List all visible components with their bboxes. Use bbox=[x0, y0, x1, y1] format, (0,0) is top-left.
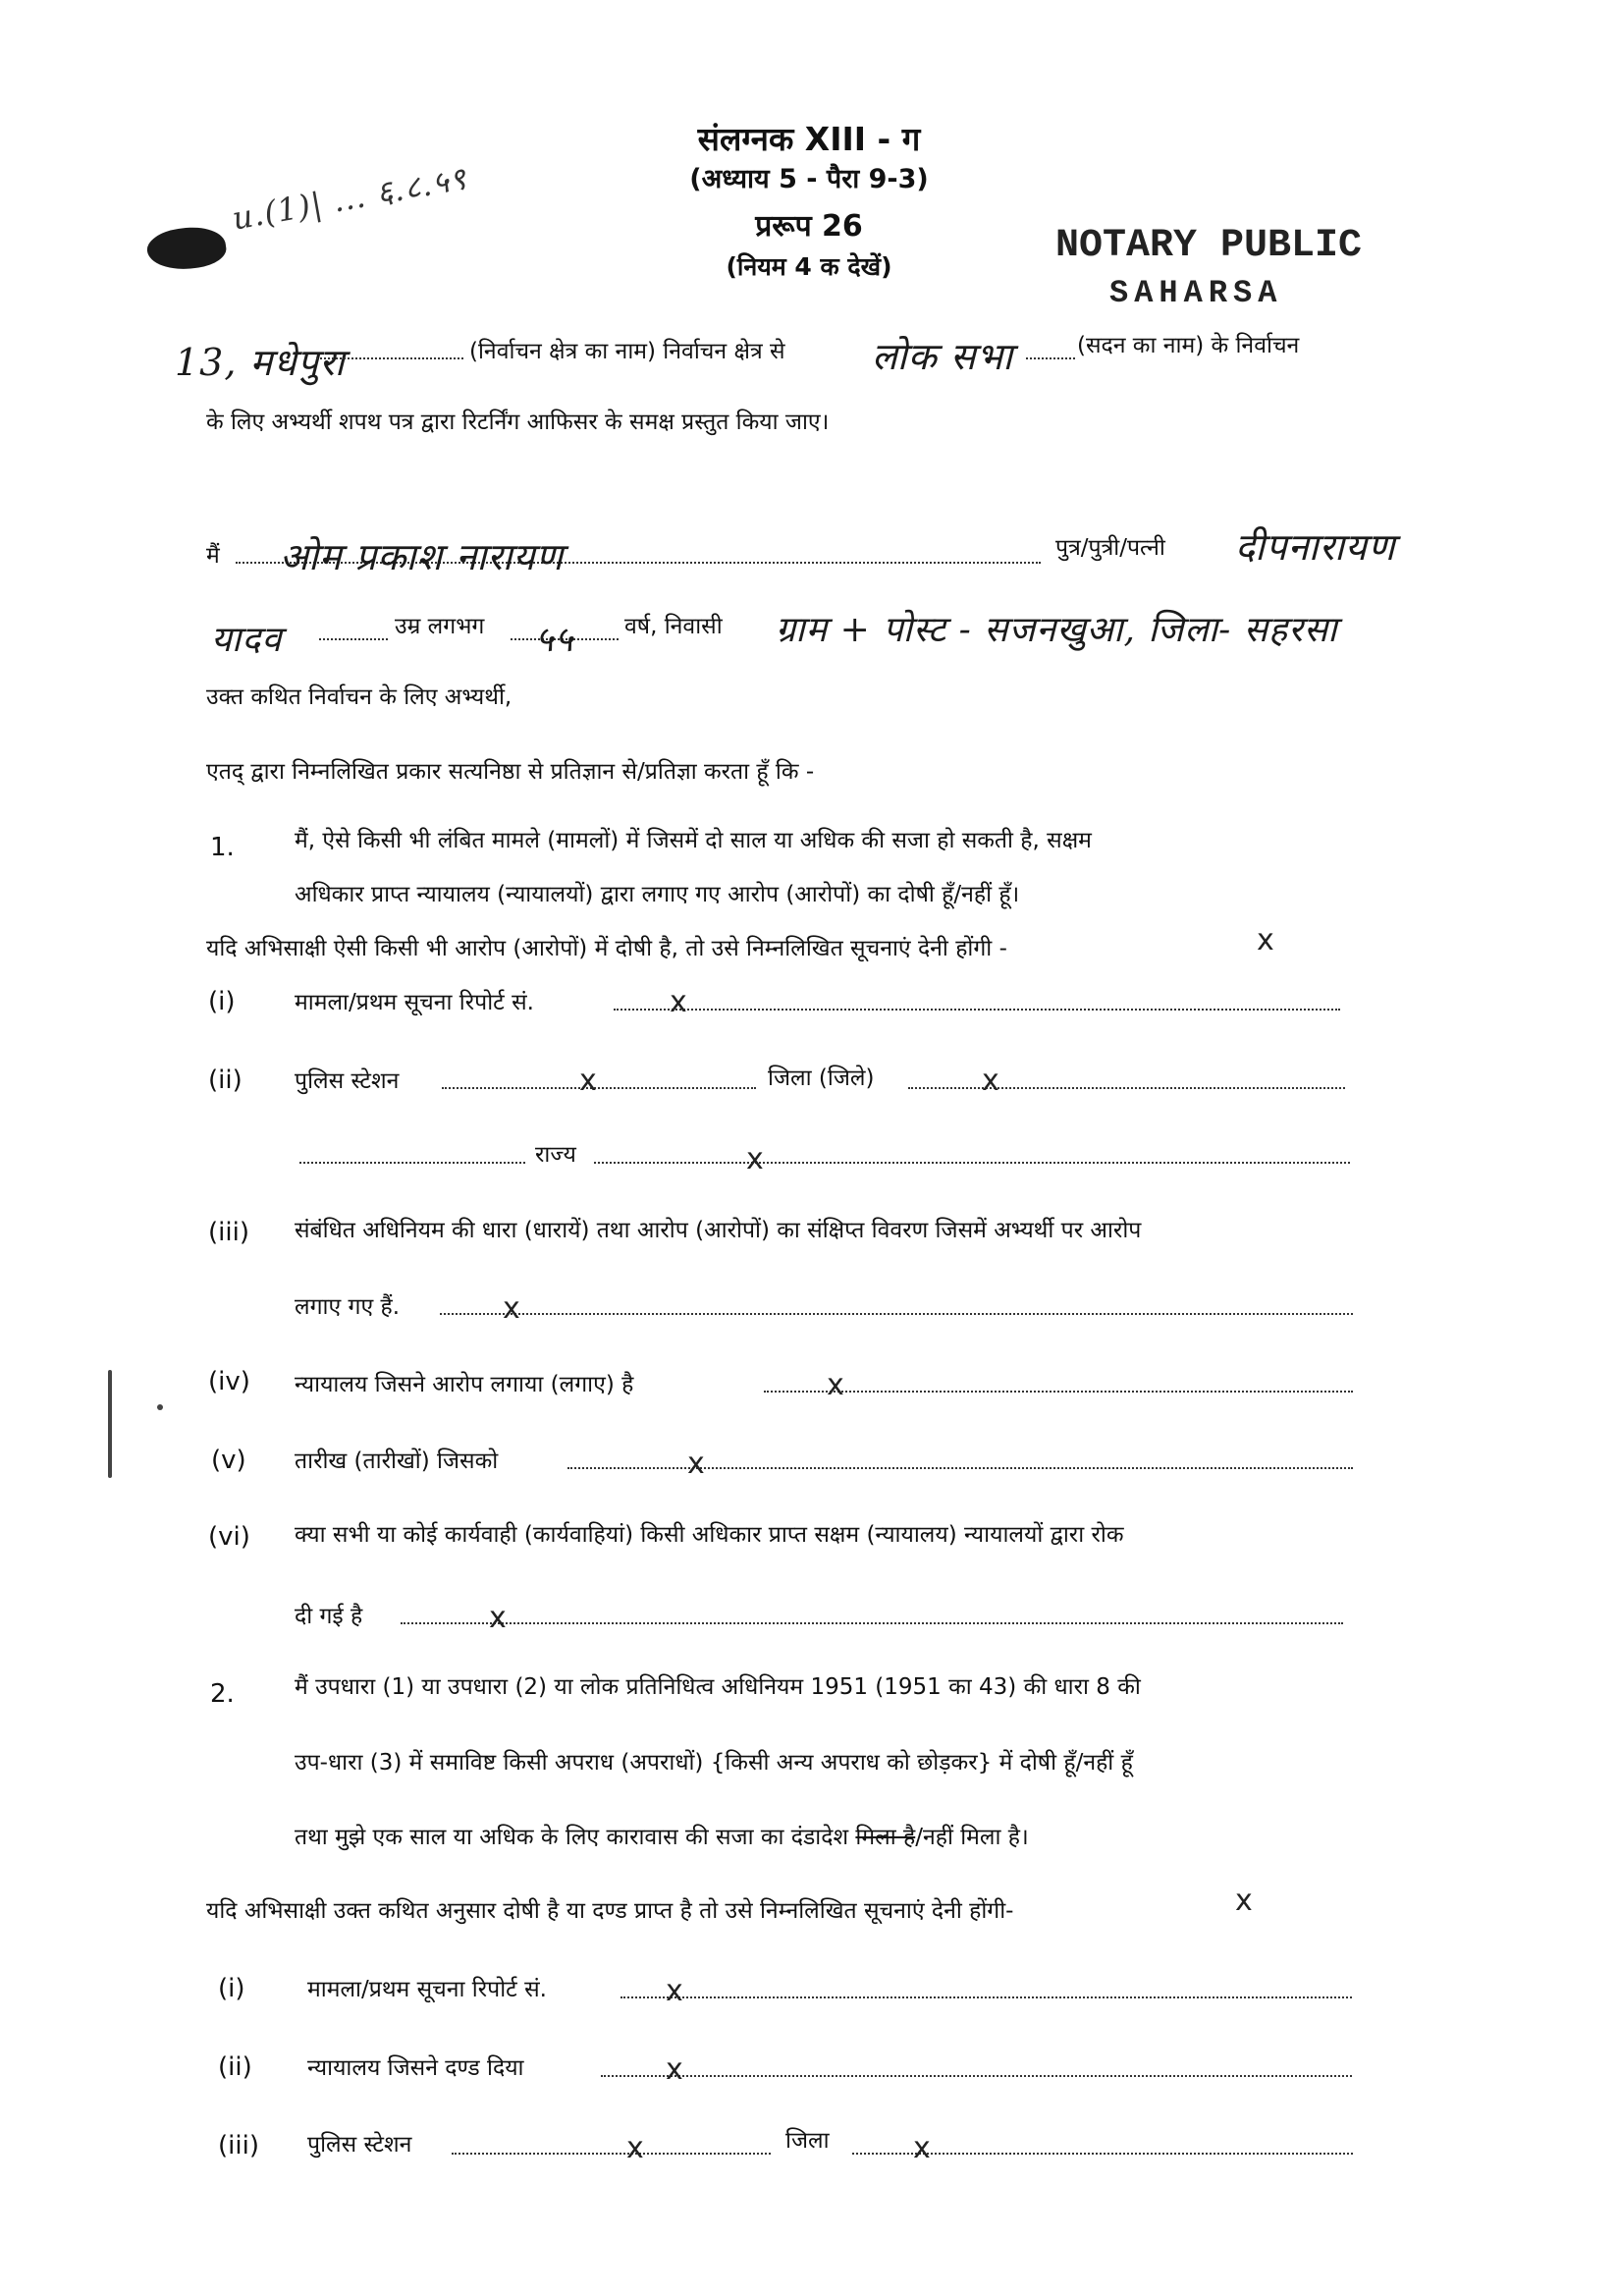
rule-ref: (नियम 4 क देखें) bbox=[726, 252, 892, 281]
item-number: (v) bbox=[211, 1446, 246, 1475]
dotted-line bbox=[764, 1391, 1353, 1393]
item-number: (ii) bbox=[208, 1066, 243, 1095]
stayed-label: दी गई है bbox=[295, 1604, 363, 1629]
notary-stamp-line2: SAHARSA bbox=[1109, 275, 1283, 311]
dotted-line bbox=[319, 638, 388, 640]
chapter-ref: (अध्याय 5 - पैरा 9-3) bbox=[689, 164, 929, 194]
notary-stamp-line1: NOTARY PUBLIC bbox=[1055, 224, 1363, 268]
section2-if-line: यदि अभिसाक्षी उक्त कथित अनुसार दोषी है या दण्ड प्राप्त है तो उसे निम्नलिखित सूचनाएं देनी होंगी- bbox=[206, 1898, 1014, 1924]
house-label: (सदन का नाम) के निर्वाचन bbox=[1077, 333, 1300, 358]
form-number: प्ररूप 26 bbox=[755, 209, 863, 244]
dotted-line bbox=[299, 1162, 525, 1164]
district-label: जिला (जिले) bbox=[768, 1066, 875, 1091]
cross-mark: x bbox=[1257, 923, 1274, 957]
cross-mark: x bbox=[670, 985, 687, 1019]
dotted-line bbox=[908, 1087, 1345, 1089]
handwritten-constituency: 13, मधेपुरा bbox=[175, 341, 346, 384]
dotted-line bbox=[316, 357, 463, 359]
section1-line1: मैं, ऐसे किसी भी लंबित मामले (मामलों) में जिसमें दो साल या अधिक की सजा हो सकती है, सक्षम bbox=[295, 828, 1092, 853]
cross-mark: x bbox=[746, 1142, 764, 1176]
charges-label: लगाए गए हैं. bbox=[295, 1294, 401, 1320]
handwritten-surname: यादव bbox=[211, 620, 283, 660]
cross-mark: x bbox=[503, 1291, 520, 1326]
i-label: मैं bbox=[206, 543, 220, 569]
cross-mark: x bbox=[666, 1974, 683, 2008]
cross-mark: x bbox=[579, 1064, 597, 1098]
item-number: (vi) bbox=[208, 1522, 250, 1552]
affirm-line: एतद् द्वारा निम्नलिखित प्रकार सत्यनिष्ठा से प्रतिज्ञान से/प्रतिज्ञा करता हूँ कि - bbox=[206, 759, 815, 785]
case-fir-label: मामला/प्रथम सूचना रिपोर्ट सं. bbox=[307, 1977, 547, 2002]
district-label: जिला bbox=[785, 2128, 830, 2154]
margin-bracket bbox=[108, 1370, 112, 1478]
dotted-line bbox=[567, 1467, 1353, 1469]
handwritten-name: ओम प्रकाश नारायण bbox=[280, 535, 565, 578]
item-number: (iii) bbox=[208, 1218, 249, 1247]
dotted-line bbox=[440, 1313, 1353, 1315]
years-label: वर्ष, निवासी bbox=[624, 614, 723, 639]
constituency-label: (निर्वाचन क्षेत्र का नाम) निर्वाचन क्षेत्र से bbox=[469, 339, 785, 364]
section2-line2: उप-धारा (3) में समाविष्ट किसी अपराध (अपराधों) {किसी अन्य अपराध को छोड़कर} में दोषी हूँ/नहीं हूँ bbox=[295, 1750, 1133, 1776]
dotted-line bbox=[401, 1622, 1343, 1624]
annex-title: संलग्नक XIII - ग bbox=[697, 120, 921, 158]
police-station-label: पुलिस स्टेशन bbox=[307, 2132, 412, 2158]
dotted-line bbox=[442, 1087, 756, 1089]
age-label: उम्र लगभग bbox=[395, 614, 485, 639]
court-sentenced-label: न्यायालय जिसने दण्ड दिया bbox=[307, 2055, 524, 2081]
police-station-label: पुलिस स्टेशन bbox=[295, 1068, 400, 1094]
dotted-line bbox=[594, 1162, 1350, 1164]
dotted-line bbox=[620, 1996, 1352, 1998]
section1-if-line: यदि अभिसाक्षी ऐसी किसी भी आरोप (आरोपों) में दोषी है, तो उसे निम्नलिखित सूचनाएं देनी होंगी - bbox=[206, 936, 1007, 961]
cross-mark: x bbox=[489, 1601, 507, 1635]
cross-mark: x bbox=[982, 1064, 999, 1098]
margin-dot bbox=[157, 1404, 163, 1410]
top-scribble: u.(1)| ... ६.८.५९ bbox=[229, 159, 470, 238]
dotted-line bbox=[601, 2075, 1352, 2077]
handwritten-age: ५५ bbox=[535, 620, 574, 660]
item-number: (ii) bbox=[218, 2052, 252, 2082]
item-number: (i) bbox=[218, 1974, 245, 2003]
item-number: (iv) bbox=[208, 1367, 250, 1396]
handwritten-parent-name: दीपनारायण bbox=[1235, 525, 1396, 569]
handwritten-house: लोक सभा bbox=[872, 335, 1014, 378]
handwritten-address: ग्राम + पोस्ट - सजनखुआ, जिला- सहरसा bbox=[776, 610, 1338, 650]
candidate-line: उक्त कथित निर्वाचन के लिए अभ्यर्थी, bbox=[206, 684, 512, 710]
cross-mark: x bbox=[687, 1447, 705, 1481]
proceedings-label: क्या सभी या कोई कार्यवाही (कार्यवाहियां) किसी अधिकार प्राप्त सक्षम (न्यायालय) न्यायालयों द्वारा रोक bbox=[295, 1522, 1124, 1548]
cross-mark: x bbox=[666, 2052, 683, 2087]
case-fir-label: मामला/प्रथम सूचना रिपोर्ट सं. bbox=[295, 990, 534, 1015]
section2-number: 2. bbox=[210, 1679, 235, 1709]
dotted-line bbox=[1026, 357, 1075, 359]
section1-number: 1. bbox=[210, 833, 235, 862]
cross-mark: x bbox=[1235, 1884, 1253, 1918]
cross-mark: x bbox=[913, 2131, 931, 2165]
item-number: (i) bbox=[208, 987, 236, 1016]
court-charged-label: न्यायालय जिसने आरोप लगाया (लगाए) है bbox=[295, 1372, 634, 1397]
state-label: राज्य bbox=[535, 1142, 576, 1168]
dotted-line bbox=[452, 2153, 771, 2155]
item-number: (iii) bbox=[218, 2131, 259, 2160]
act-section-label: संबंधित अधिनियम की धारा (धारायें) तथा आरोप (आरोपों) का संक्षिप्त विवरण जिसमें अभ्यर्थी पर आरोप bbox=[295, 1218, 1142, 1243]
section1-line2: अधिकार प्राप्त न्यायालय (न्यायालयों) द्वारा लगाए गए आरोप (आरोपों) का दोषी हूँ/नहीं हूँ। bbox=[295, 882, 1020, 907]
cross-mark: x bbox=[827, 1368, 844, 1402]
section2-line1: मैं उपधारा (1) या उपधारा (2) या लोक प्रतिनिधित्व अधिनियम 1951 (1951 का 43) की धारा 8 की bbox=[295, 1674, 1141, 1700]
dotted-line bbox=[614, 1009, 1340, 1011]
cross-mark: x bbox=[626, 2131, 644, 2165]
date-label: तारीख (तारीखों) जिसको bbox=[295, 1449, 499, 1474]
relation-label: पुत्र/पुत्री/पत्नी bbox=[1055, 535, 1165, 561]
section2-line3: तथा मुझे एक साल या अधिक के लिए कारावास की सजा का दंडादेश मिला है/नहीं मिला है। bbox=[295, 1825, 1029, 1850]
intro-line-2: के लिए अभ्यर्थी शपथ पत्र द्वारा रिटर्निंग आफिसर के समक्ष प्रस्तुत किया जाए। bbox=[206, 410, 830, 435]
